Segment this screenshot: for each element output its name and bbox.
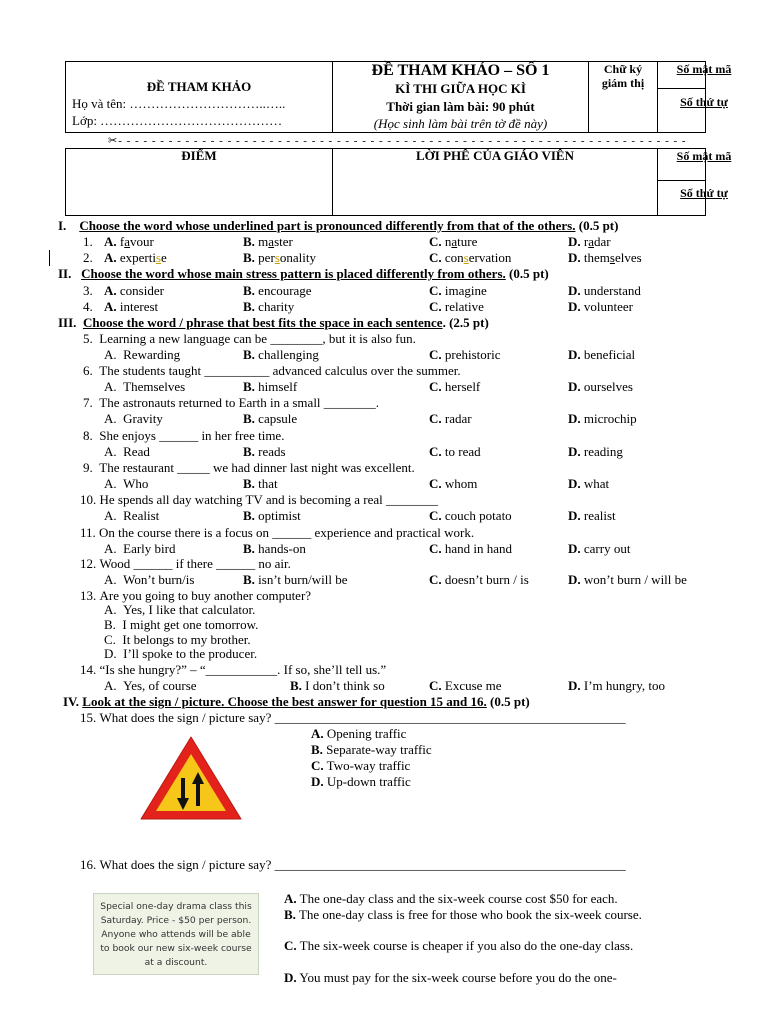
q2-option-c[interactable]: C. conservation [429,250,512,265]
q11-option-c[interactable]: C. hand in hand [429,541,513,556]
q1-option-a[interactable]: A. favour [104,234,154,249]
question-16: 16. What does the sign / picture say? ______________________________________________________ [80,857,626,872]
q1-option-c[interactable]: C. nature [429,234,478,249]
q5-option-d[interactable]: D. beneficial [568,347,636,362]
question-1: 1. [83,234,93,249]
secret-code-label-2: Số mật mã [676,149,732,163]
question-7: 7. The astronauts returned to Earth in a small ________. [83,395,380,410]
section-title: Look at the sign / picture. Choose the best answer for question 15 and 16. [82,694,487,709]
q10-option-d[interactable]: D. realist [568,508,616,523]
q15-option-a[interactable]: A. Opening traffic [311,726,407,741]
section-1-heading [58,218,618,234]
order-number-label: Số thứ tự [680,95,728,109]
question-4: 4. [83,299,93,314]
question-13: 13. Are you going to buy another computer? [80,588,312,603]
q10-option-c[interactable]: C. couch potato [429,508,512,523]
q6-option-d[interactable]: D. ourselves [568,379,633,394]
question-2: 2. [83,250,93,265]
q14-option-c[interactable]: C. Excuse me [429,678,502,693]
score-label: ĐIỂM [181,148,217,163]
q16-option-c[interactable]: C. The six-week course is cheaper if you also do the one-day class. [284,938,634,953]
score-divider [657,180,706,181]
order-number-label-2: Số thứ tự [680,186,728,200]
q16-option-b[interactable]: B. The one-day class is free for those who book the six-week course. [284,907,642,922]
section-title: Choose the word / phrase that best fits the space in each sentence [82,315,443,330]
question-8: 8. She enjoys ______ in her free time. [83,428,285,443]
q7-option-b[interactable]: B. capsule [243,411,298,426]
section-points: (0.5 pt) [490,694,530,709]
section-number: I. [58,218,67,233]
q8-option-d[interactable]: D. reading [568,444,623,459]
cut-line: ✂- - - - - - - - - - - - - - - - - - - - - - - - - - - - - - - - - - - - - - - - - - - - - - - - - - - - - - - - - - - - - - - - - - - - [108,135,687,147]
margin-mark [49,250,50,266]
q15-option-c[interactable]: C. Two-way traffic [311,758,411,773]
q10-option-b[interactable]: B. optimist [243,508,301,523]
q5-option-a[interactable]: A. Rewarding [104,347,181,362]
question-9: 9. The restaurant _____ we had dinner last night was excellent. [83,460,415,475]
section-3-heading [58,315,489,331]
q12-option-d[interactable]: D. won’t burn / will be [568,572,687,587]
header-left-title: ĐỀ THAM KHẢO [146,79,252,94]
section-number: III. [58,315,77,330]
class-field[interactable]: Lớp: …………………………………… [72,113,283,128]
q11-option-a[interactable]: A. Early bird [104,541,176,556]
q13-option-c[interactable]: C. It belongs to my brother. [104,632,251,647]
exam-title: ĐỀ THAM KHẢO – SỐ 1 [371,62,550,79]
proctor-signature-label: Chữ ký giám thị [601,62,645,90]
teacher-comment-label: LỜI PHÊ CỦA GIÁO VIÊN [416,148,574,163]
two-way-traffic-sign-icon [138,734,244,822]
q4-option-b[interactable]: B. charity [243,299,295,314]
q16-option-a[interactable]: A. The one-day class and the six-week course cost $50 for each. [284,891,618,906]
q14-option-b[interactable]: B. I don’t think so [290,678,385,693]
q12-option-a[interactable]: A. Won’t burn/is [104,572,195,587]
q8-option-b[interactable]: B. reads [243,444,286,459]
section-points: . (2.5 pt) [442,315,489,330]
q9-option-c[interactable]: C. whom [429,476,478,491]
exam-name: KÌ THI GIỮA HỌC KÌ [395,81,526,96]
q15-option-b[interactable]: B. Separate-way traffic [311,742,432,757]
question-15: 15. What does the sign / picture say? ______________________________________________________ [80,710,626,725]
q6-option-b[interactable]: B. himself [243,379,298,394]
q13-option-a[interactable]: A. Yes, I like that calculator. [104,602,256,617]
q5-option-c[interactable]: C. prehistoric [429,347,501,362]
q14-option-d[interactable]: D. I’m hungry, too [568,678,666,693]
q4-option-d[interactable]: D. volunteer [568,299,633,314]
q9-option-d[interactable]: D. what [568,476,610,491]
question-6: 6. The students taught __________ advanced calculus over the summer. [83,363,461,378]
q1-option-d[interactable]: D. radar [568,234,611,249]
q9-option-b[interactable]: B. that [243,476,278,491]
section-4-heading [63,694,530,710]
question-10: 10. He spends all day watching TV and is becoming a real ________ [80,492,439,507]
q12-option-c[interactable]: C. doesn’t burn / is [429,572,529,587]
q2-option-d[interactable]: D. themselves [568,250,642,265]
q8-option-c[interactable]: C. to read [429,444,481,459]
section-points: (0.5 pt) [509,266,549,281]
q11-option-d[interactable]: D. carry out [568,541,631,556]
q9-option-a[interactable]: A. Who [104,476,149,491]
name-field[interactable]: Họ và tên: …………………………..….. [72,96,286,111]
q3-option-a[interactable]: A. consider [104,283,164,298]
section-title: Choose the word whose main stress pattern is placed differently from others. [81,266,506,281]
q2-option-b[interactable]: B. personality [243,250,316,265]
q8-option-a[interactable]: A. Read [104,444,150,459]
header-divider [657,88,706,89]
question-12: 12. Wood ______ if there ______ no air. [80,556,291,571]
section-title: Choose the word whose underlined part is pronounced differently from that of the others. [79,218,576,233]
question-3: 3. [83,283,93,298]
secret-code-label: Số mật mã [676,62,732,76]
section-points: (0.5 pt) [578,218,619,233]
notice-image: Special one-day drama class this Saturday. Price - $50 per person. Anyone who attends will be able to book our new six-week course at a discount. [93,893,259,975]
question-11: 11. On the course there is a focus on ______ experience and practical work. [80,525,475,540]
q15-option-d[interactable]: D. Up-down traffic [311,774,411,789]
q4-option-a[interactable]: A. interest [104,299,159,314]
q12-option-b[interactable]: B. isn’t burn/will be [243,572,348,587]
section-2-heading [58,266,549,282]
q13-option-d[interactable]: D. I’ll spoke to the producer. [104,646,258,661]
q14-option-a[interactable]: A. Yes, of course [104,678,197,693]
q6-option-a[interactable]: A. Themselves [104,379,186,394]
q7-option-c[interactable]: C. radar [429,411,472,426]
exam-note: (Học sinh làm bài trên tờ đề này) [373,116,548,131]
q6-option-c[interactable]: C. herself [429,379,481,394]
q3-option-c[interactable]: C. imagine [429,283,487,298]
section-number: IV. [63,694,80,709]
q3-option-d[interactable]: D. understand [568,283,641,298]
q7-option-d[interactable]: D. microchip [568,411,637,426]
exam-time: Thời gian làm bài: 90 phút [386,99,535,114]
q4-option-c[interactable]: C. relative [429,299,484,314]
question-14: 14. “Is she hungry?” – “___________. If so, she’ll tell us.” [80,662,387,677]
q16-option-d[interactable]: D. You must pay for the six-week course before you do the one- [284,970,617,985]
q5-option-b[interactable]: B. challenging [243,347,319,362]
header-divider [588,61,589,133]
q1-option-b[interactable]: B. master [243,234,293,249]
q13-option-b[interactable]: B. I might get one tomorrow. [104,617,259,632]
section-number: II. [58,266,72,281]
q7-option-a[interactable]: A. Gravity [104,411,163,426]
q11-option-b[interactable]: B. hands-on [243,541,306,556]
q10-option-a[interactable]: A. Realist [104,508,160,523]
question-5: 5. Learning a new language can be ________, but it is also fun. [83,331,416,346]
q2-option-a[interactable]: A. expertise [104,250,167,265]
q3-option-b[interactable]: B. encourage [243,283,312,298]
